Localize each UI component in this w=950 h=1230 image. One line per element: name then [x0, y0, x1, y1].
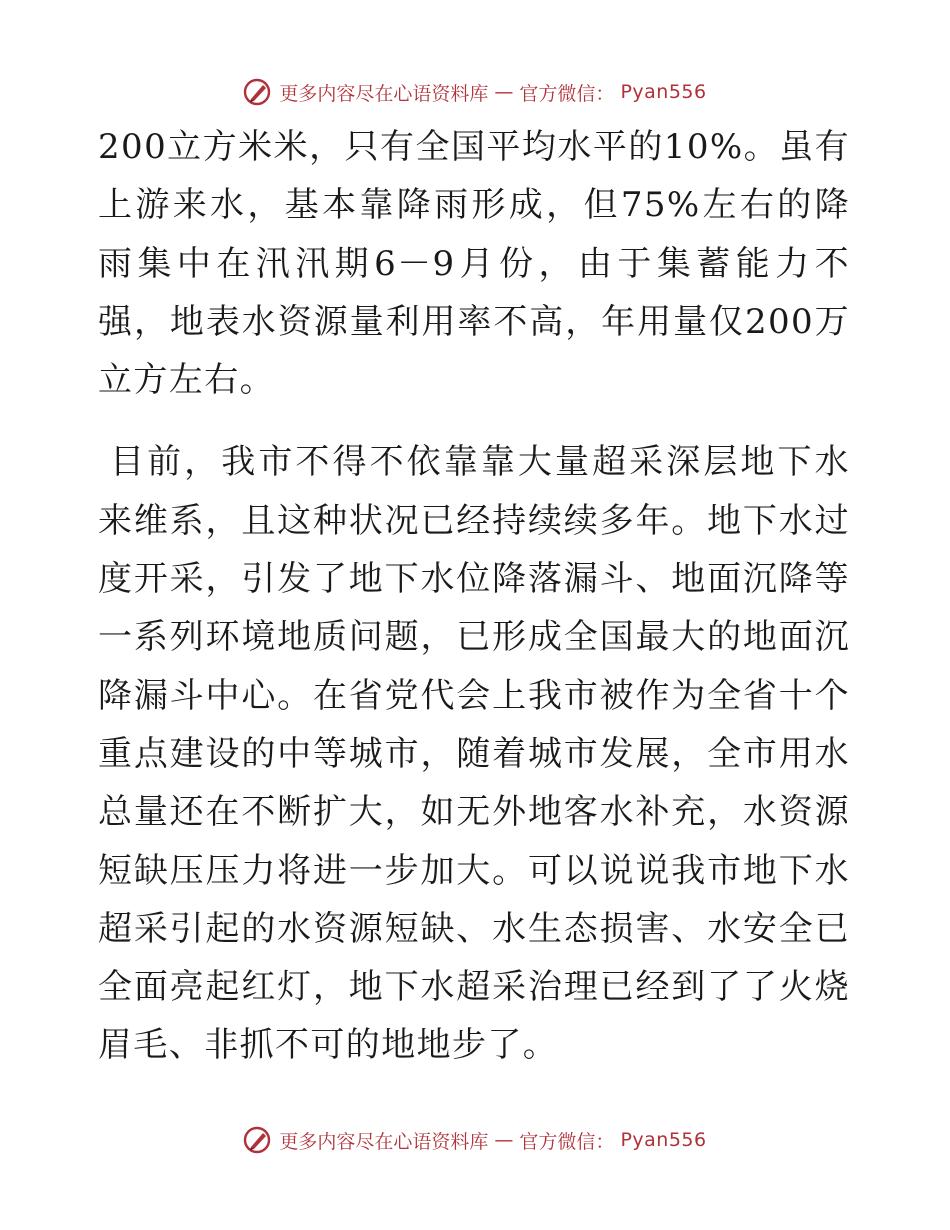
document-body	[98, 118, 850, 1075]
pen-circle-logo-icon	[243, 77, 273, 107]
footer-banner-contact-label: 官方微信：	[519, 1130, 615, 1153]
header-banner-content	[243, 77, 706, 107]
paragraph-2: 目前，我市不得不依靠靠大量超采深层地下水来维系，且这种状况已经持续续多年。地下水过度开采，引发了地下水位降落漏斗、地面沉降等一系列环境地质问题，已形成全国最大的地面沉降漏斗中心。在省党代会上我市被作为全省十个重点建设的中等城市，随着城市发展，全市用水总量还在不断扩大，如无外地客水补充，水资源短缺压压力将进一步加大。可以说说我市地下水超采引起的水资源短缺、水生态损害、水安全已全面亮起红灯，地下水超采治理已经到了了火烧眉毛、非抓不可的地地步了。	[98, 442, 850, 1066]
footer-banner	[0, 1120, 950, 1160]
pen-circle-logo-icon	[243, 1125, 273, 1155]
header-banner-contact-handle: Pyan556	[620, 81, 707, 103]
footer-banner-content	[243, 1125, 706, 1155]
footer-banner-dash: —	[494, 1129, 514, 1151]
footer-banner-contact-handle: Pyan556	[620, 1129, 707, 1151]
footer-banner-text: 更多内容尽在心语资料库	[279, 1130, 489, 1153]
paragraph-1: 200立方米米，只有全国平均水平的10%。虽有上游来水，基本靠降雨形成，但75%左右的降雨集中在汛汛期6－9月份，由于集蓄能力不强，地表水资源量利用率不高，年用量仅200万立方左右。	[98, 127, 850, 401]
header-banner	[0, 72, 950, 112]
header-banner-text: 更多内容尽在心语资料库	[279, 82, 489, 105]
header-banner-dash: —	[494, 81, 514, 103]
header-banner-contact-label: 官方微信：	[519, 82, 615, 105]
